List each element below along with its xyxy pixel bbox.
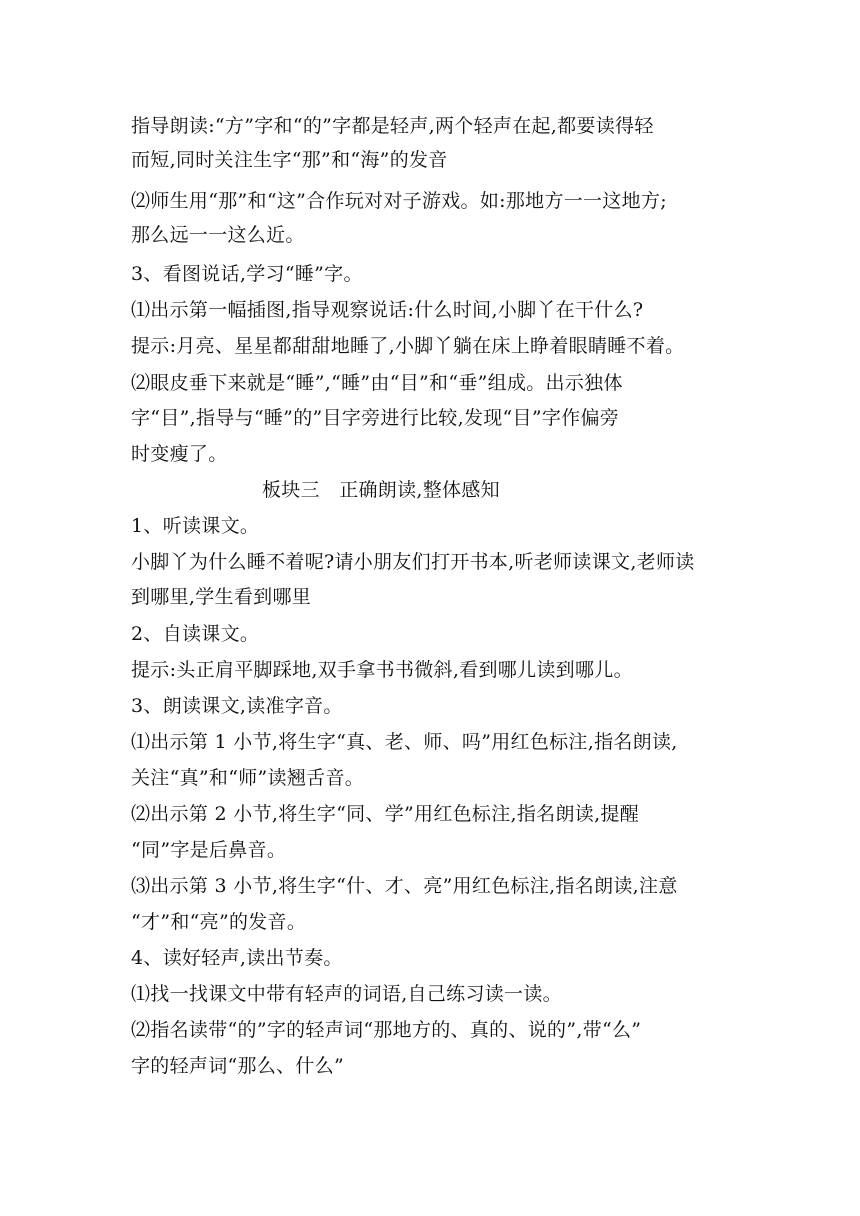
text-line: ⑴出示第 1 小节,将生字“真、老、师、吗”用红色标注,指名朗读, [131,731,678,753]
text-line: 小脚丫为什么睡不着呢?请小朋友们打开书本,听老师读课文,老师读 [131,551,695,573]
text-line: 指导朗读:“方”字和“的”字都是轻声,两个轻声在起,都要读得轻 [131,115,654,137]
section-heading: 板块三 正确朗读,整体感知 [262,479,500,501]
text-line: 提示:月亮、星星都甜甜地睡了,小脚丫躺在床上睁着眼睛睡不着。 [131,335,685,357]
text-line: ⑵师生用“那”和“这”合作玩对对子游戏。如:那地方一一这地方; [131,190,667,212]
text-line: 那么远一一这么近。 [131,224,305,246]
section-step: 2、自读课文。 [131,623,260,645]
section-step: 1、听读课文。 [131,515,260,537]
section-step: 4、读好轻声,读出节奏。 [131,947,343,969]
section-step: 3、朗读课文,读准字音。 [131,695,343,717]
text-line: “才”和“亮”的发音。 [131,911,307,933]
text-line: 关注“真”和“师”读翘舌音。 [131,767,365,789]
text-line: ⑶出示第 3 小节,将生字“什、才、亮”用红色标注,指名朗读,注意 [131,875,678,897]
text-line: 而短,同时关注生字“那”和“海”的发音 [131,149,448,171]
text-line: ⑵出示第 2 小节,将生字“同、学”用红色标注,指名朗读,提醒 [131,803,640,825]
text-line: 提示:头正肩平脚踩地,双手拿书书微斜,看到哪儿读到哪儿。 [131,659,633,681]
text-line: 到哪里,学生看到哪里 [131,586,312,608]
text-line: 字的轻声词“那么、什么” [131,1055,345,1077]
text-line: ⑴找一找课文中带有轻声的词语,自己练习读一读。 [131,983,562,1005]
text-line: ⑵眼皮垂下来就是“睡”,“睡”由“目”和“垂”组成。出示独体 [131,372,623,394]
text-line: 时变瘦了。 [131,443,228,465]
section-step: 3、看图说话,学习“睡”字。 [131,263,363,285]
text-line: 字“目”,指导与“睡”的”目字旁进行比较,发现“目”字作偏旁 [131,407,620,429]
text-line: ⑵指名读带“的”字的轻声词“那地方的、真的、说的”,带“么” [131,1019,642,1041]
text-line: ⑴出示第一幅插图,指导观察说话:什么时间,小脚丫在干什么? [131,299,644,321]
text-line: “同”字是后鼻音。 [131,839,287,861]
